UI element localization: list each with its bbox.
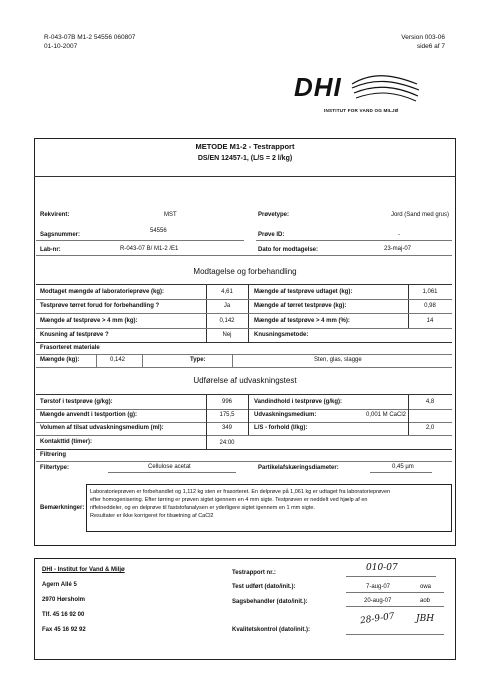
mod-r3-right-label: Mængde af testprøve > 4 mm (%): <box>254 318 350 324</box>
udv-r2-left-value: 175,5 <box>219 412 235 418</box>
mod-r4-right-label: Knusningsmetode: <box>254 332 309 338</box>
remarks-line-2: efter homogenisering. Efter tørring er prøven sigtet igennem en 4 mm sigte. Testprøven er neddelt ved hjælp af en <box>90 497 368 503</box>
partikel-label: Partikelafskæringsdiameter: <box>258 465 339 471</box>
udv-r3-right-label: L/S - forhold (l/kg): <box>254 425 308 431</box>
mod-r1-left-label: Modtaget mængde af laboratorieprøve (kg): <box>40 289 165 295</box>
testrapport-value: 010-07 <box>366 563 398 573</box>
page-number: side6 af 7 <box>416 43 445 50</box>
document-version: Version 003-06 <box>401 34 445 41</box>
mod-r2-left-label: Testprøve tørret forud for forbehandling ? <box>40 303 160 309</box>
mod-r1-right-label: Mængde af testprøve udtaget (kg): <box>254 289 353 295</box>
udv-r2-right-label: Udvaskningsmedium: <box>254 412 317 418</box>
dhi-logo <box>292 68 422 118</box>
kvalitetskontrol-date: 28-9-07 <box>359 611 396 627</box>
report-title: METODE M1-2 - Testrapport <box>195 142 295 151</box>
sagsnummer-value: 54556 <box>150 228 167 234</box>
rekvirent-value: MST <box>164 212 177 218</box>
maengde-value: 0,142 <box>110 357 126 363</box>
test-udfoert-init: owa <box>420 584 432 590</box>
proeve-id-value: - <box>398 232 400 238</box>
mod-r1-left-value: 4,61 <box>221 289 233 295</box>
kontakttid-value: 24:00 <box>219 440 235 446</box>
remarks-text <box>90 488 450 520</box>
kvalitetskontrol-init: JBH <box>416 614 435 624</box>
remarks-line-1: Laboratorieprøven er forbehandlet og 1,112 kg sten er frasorteret. En delprøve på 1,061 kg er udtaget fra laboratorieprøven <box>90 489 391 495</box>
filtrering-label: Filtrering <box>40 452 67 458</box>
report-subtitle: DS/EN 12457-1, (L/S = 2 l/kg) <box>197 155 293 162</box>
footer-street: Agern Allé 5 <box>42 582 77 588</box>
udv-r1-left-value: 996 <box>221 399 232 405</box>
remarks-label: Bemærkninger: <box>40 505 85 511</box>
test-udfoert-label: Test udført (dato/init.): <box>232 584 296 590</box>
logo-subtitle: INSTITUT FOR VAND OG MILJØ <box>324 108 399 113</box>
document-reference: R-043-07B M1-2 54556 060807 <box>44 34 136 41</box>
logo-text: DHI <box>294 72 342 102</box>
mod-r4-left-value: Nej <box>222 332 232 338</box>
udv-r1-right-value: 4,8 <box>425 399 435 405</box>
section-udvaskning-title: Udførelse af udvaskningstest <box>193 376 297 385</box>
partikel-value: 0,45 µm <box>392 464 414 470</box>
type-value: Sten, glas, slagge <box>314 357 362 363</box>
udv-r3-left-value: 349 <box>221 425 232 431</box>
rekvirent-label: Rekvirent: <box>40 212 70 218</box>
udv-r1-left-label: Tørstof i testprøve (g/kg): <box>40 399 113 405</box>
udv-r3-left-label: Volumen af tilsat udvaskningsmedium (ml): <box>40 425 164 431</box>
footer-org: DHI - Institut for Vand & Miljø <box>42 567 125 573</box>
dato-modtagelse-label: Dato for modtagelse: <box>258 247 319 253</box>
udv-r1-right-label: Vandindhold i testprøve (g/kg): <box>254 399 343 405</box>
filtertype-value: Cellulose acetat <box>148 464 191 470</box>
footer-city: 2970 Hørsholm <box>42 597 86 603</box>
footer-fax: Fax 45 16 92 92 <box>42 627 86 633</box>
sagsbehandler-label: Sagsbehandler (dato/init.): <box>232 599 308 605</box>
kontakttid-label: Kontakttid (timer): <box>40 439 92 445</box>
kvalitetskontrol-label: Kvalitetskontrol (dato/init.): <box>232 627 310 633</box>
sagsnummer-label: Sagsnummer: <box>40 232 81 238</box>
remarks-line-3: riffelneddeler, og en delprøve til faststofanalysen er yderligere sigtet igennem en 1 mm sigte. <box>90 505 315 511</box>
labnr-value: R-043-07 B/ M1-2 /E1 <box>120 246 179 252</box>
mod-r4-left-label: Knusning af testprøve ? <box>40 332 109 338</box>
section-modtagelse-title: Modtagelse og forbehandling <box>193 267 297 276</box>
mod-r3-left-label: Mængde af testprøve > 4 mm (kg): <box>40 318 138 324</box>
footer-tlf: Tlf. 45 16 92 00 <box>42 612 85 618</box>
frasorteret-label: Frasorteret materiale <box>40 345 100 351</box>
mod-r1-right-value: 1,061 <box>422 289 438 295</box>
labnr-label: Lab-nr: <box>40 247 61 253</box>
mod-r2-left-value: Ja <box>223 303 231 309</box>
document-date: 01-10-2007 <box>44 43 78 50</box>
dato-modtagelse-value: 23-maj-07 <box>384 246 412 252</box>
sagsbehandler-date: 20-aug-07 <box>364 598 392 604</box>
proevetype-value: Jord (Sand med grus) <box>390 212 449 218</box>
udv-r3-right-value: 2,0 <box>425 425 435 431</box>
mod-r2-right-value: 0,98 <box>424 303 436 309</box>
proeve-id-label: Prøve ID: <box>258 232 285 238</box>
sagsbehandler-init: aob <box>420 598 431 604</box>
udv-r2-right-value: 0,001 M CaCl2 <box>366 412 407 418</box>
filtertype-label: Filtertype: <box>40 465 70 471</box>
mod-r2-right-label: Mængde af tørret testprøve (kg): <box>254 303 347 309</box>
testrapport-label: Testrapport nr.: <box>232 570 276 576</box>
test-udfoert-date: 7-aug-07 <box>366 584 391 590</box>
proevetype-label: Prøvetype: <box>258 212 290 218</box>
mod-r3-left-value: 0,142 <box>219 318 235 324</box>
maengde-label: Mængde (kg): <box>40 357 80 363</box>
mod-r3-right-value: 14 <box>426 318 434 324</box>
udv-r2-left-label: Mængde anvendt i testportion (g): <box>40 412 137 418</box>
type-label: Type: <box>190 357 206 363</box>
remarks-line-4: Resultater er ikke korrigeret for tilsætning af CaCl2 <box>90 513 214 519</box>
